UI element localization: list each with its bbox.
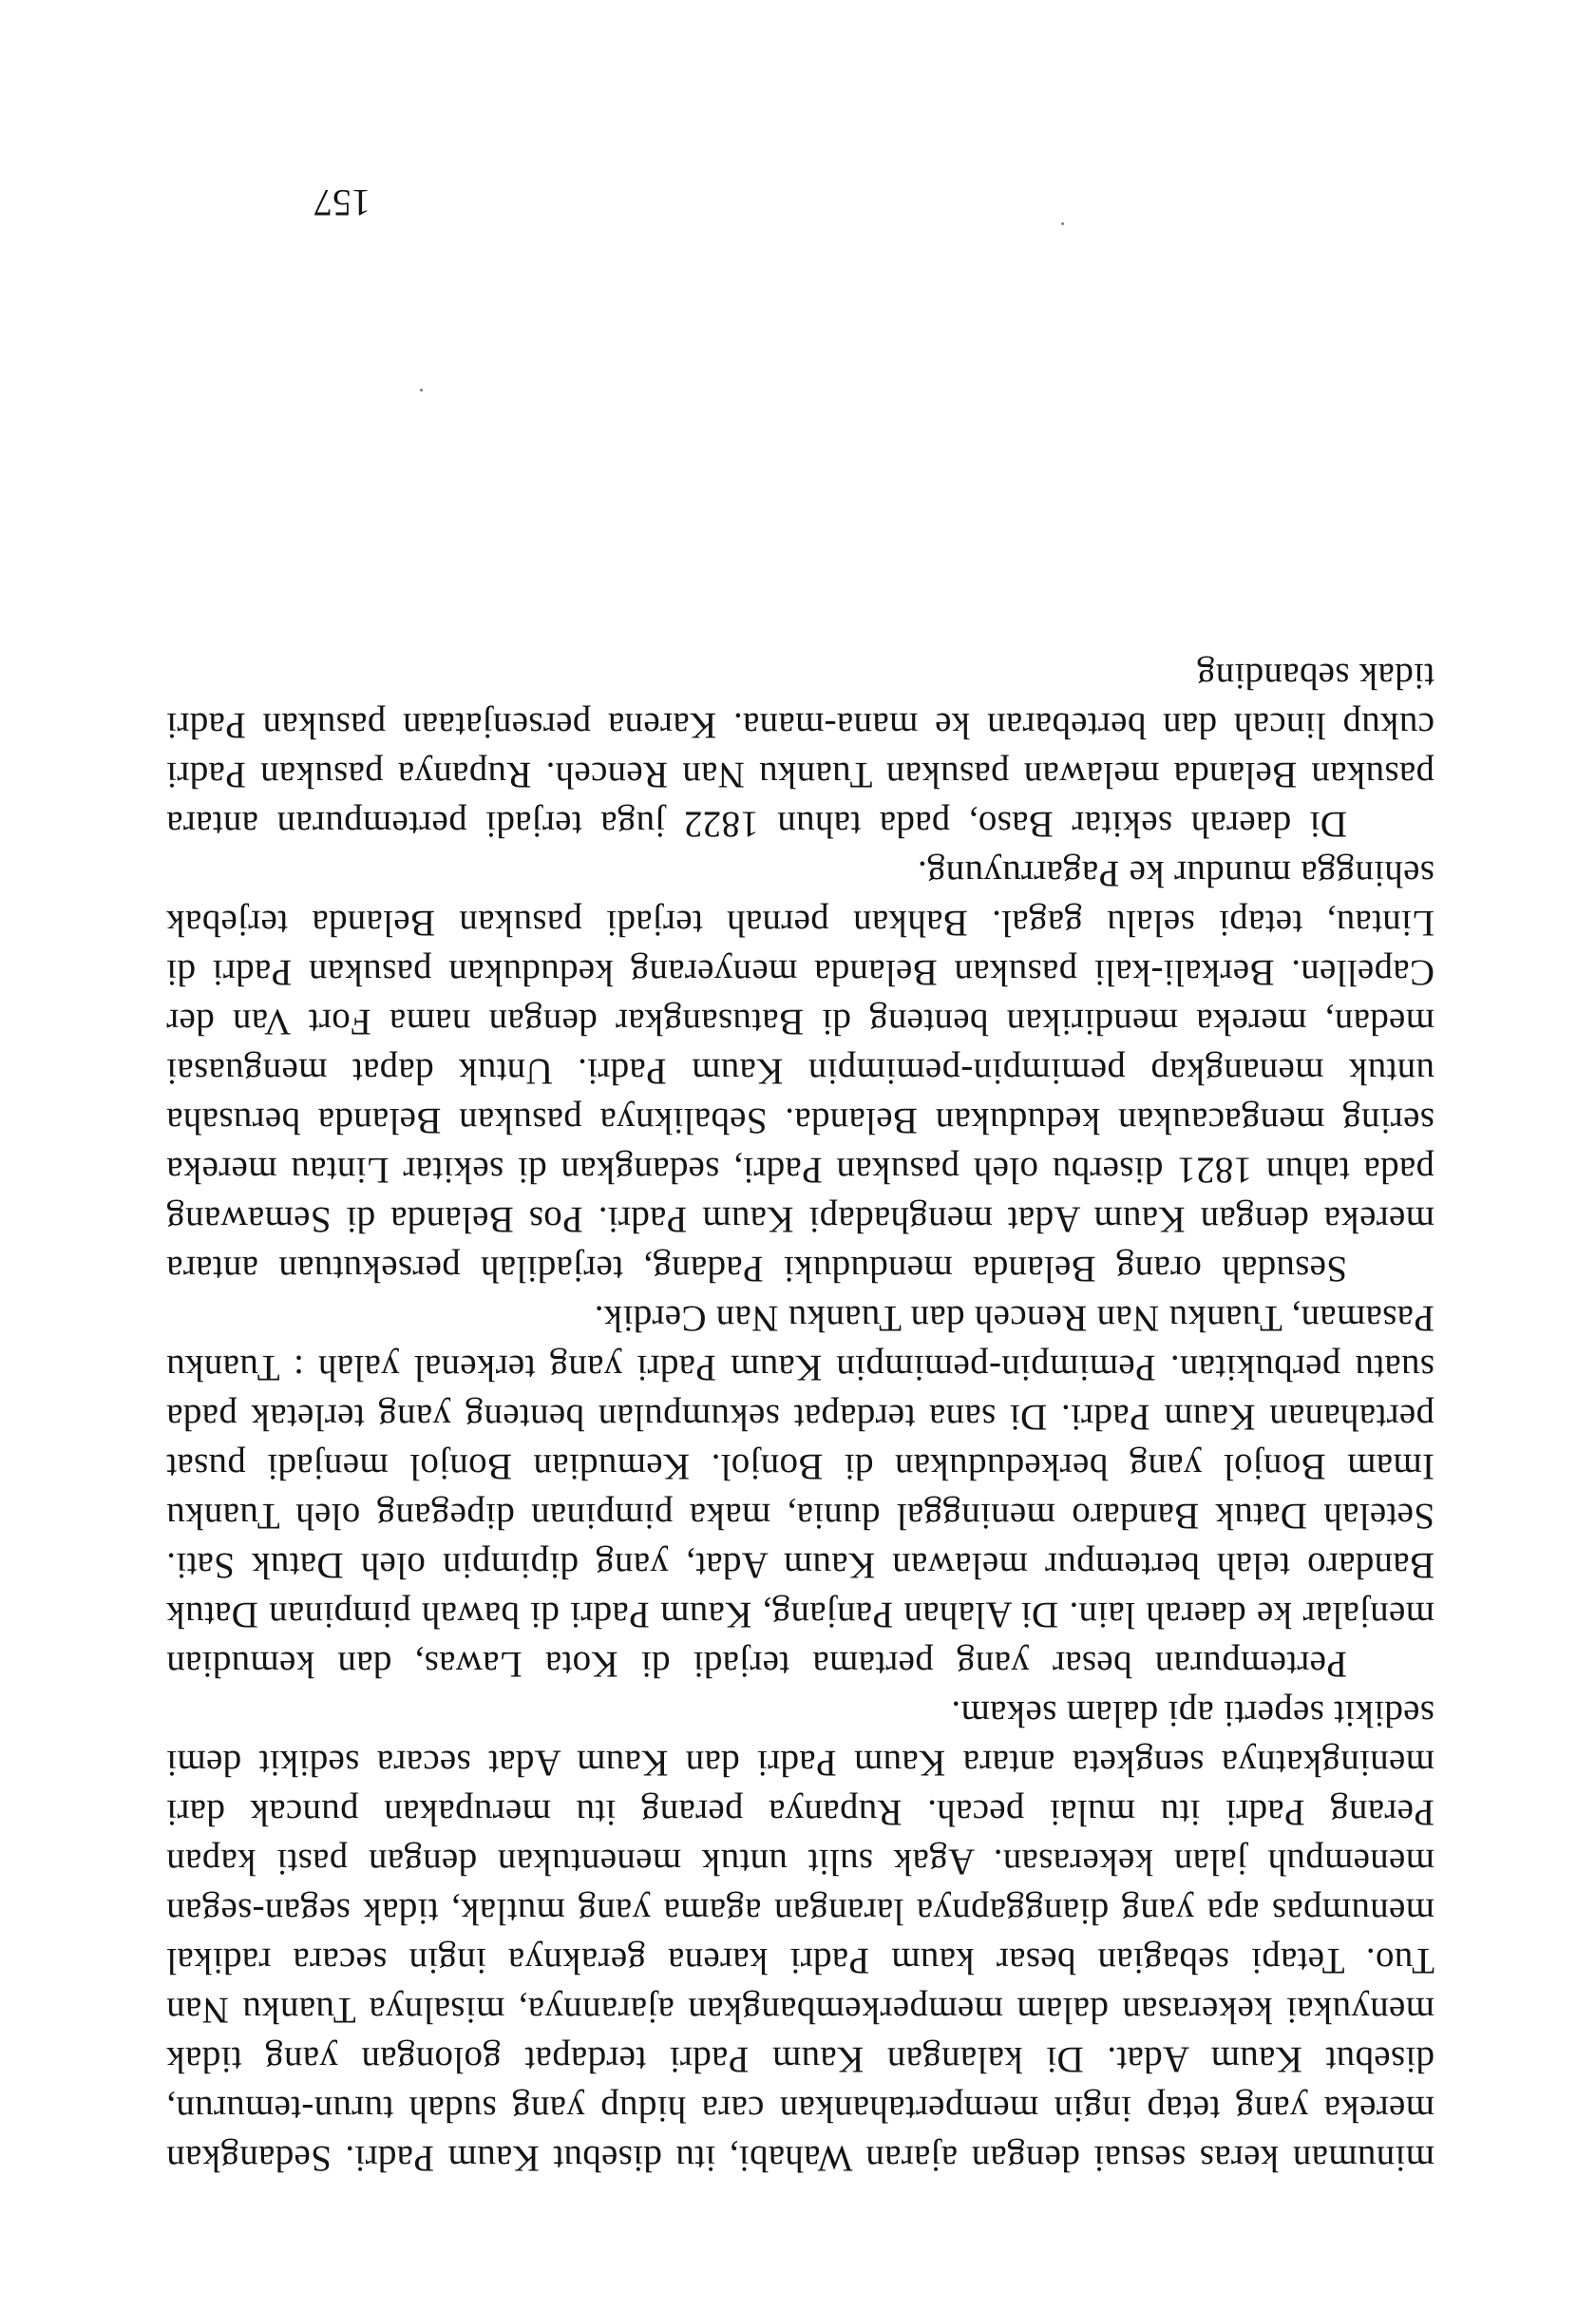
page-number: 157 xyxy=(314,181,370,224)
body-text xyxy=(166,651,1434,2183)
paragraph-4: Di daerah sekitar Baso, pada tahun 1822 juga terjadi pertempuran antara pasukan Belanda melawan pasukan Tuanku Nan Renceh. Rupanya pasukan Padri cukup lincah dan bertebaran ke mana-mana. Karena persenjataan pasukan Padri tidak sebanding xyxy=(166,656,1434,845)
paragraph-1: minuman keras sesuai dengan ajaran Wahabi, itu disebut Kaum Padri. Sedangkan mereka yang tetap ingin mempertahankan cara hidup yang sudah turun-temurun, disebut Kaum Adat. Di kalangan Kaum Padri terdapat golongan yang tidak menyukai kekerasan dalam memperkembangkan ajarannya, misalnya Tuanku Nan Tuo. Tetapi sebagian besar kaum Padri karena geraknya ingin secara radikal menumpas apa yang dianggapnya larangan agama yang mutlak, tidak segan-segan menempuh jalan kekerasan. Agak sulit untuk menentukan dengan pasti kapan Perang Padri itu mulai pecah. Rupanya perang itu merupakan puncak dari meningkatnya sengketa antara Kaum Padri dan Kaum Adat secara sedikit demi sedikit seperti api dalam sekam. xyxy=(166,1693,1434,2179)
scan-speck xyxy=(1061,222,1064,225)
paragraph-3: Sesudah orang Belanda menduduki Padang, terjadilah persekutuan antara mereka dengan Kaum Adat menghadapi Kaum Padri. Pos Belanda di Semawang pada tahun 1821 diserbu oleh pasukan Padri, sedangkan di sekitar Lintau mereka sering mengacaukan kedudukan Belanda. Sebaliknya pasukan Belanda berusaha untuk menangkap pemimpin-pemimpin Kaum Padri. Untuk dapat menguasai medan, mereka mendirikan benteng di Batusangkar dengan nama Fort Van der Capellen. Berkali-kali pasukan Belanda menyerang kedudukan pasukan Padri di Lintau, tetapi selalu gagal. Bahkan pernah terjadi pasukan Belanda terjebak sehingga mundur ke Pagarruyung. xyxy=(166,853,1434,1289)
scan-speck xyxy=(420,389,423,392)
paragraph-2: Pertempuran besar yang pertama terjadi di Kota Lawas, dan kemudian menjalar ke daerah lain. Di Alahan Panjang, Kaum Padri di bawah pimpinan Datuk Bandaro telah bertempur melawan Kaum Adat, yang dipimpin oleh Datuk Sati. Setelah Datuk Bandaro meninggal dunia, maka pimpinan dipegang oleh Tuanku Imam Bonjol yang berkedudukan di Bonjol. Kemudian Bonjol menjadi pusat pertahanan Kaum Padri. Di sana terdapat sekumpulan benteng yang terletak pada suatu perbukitan. Pemimpin-pemimpin Kaum Padri yang terkenal yalah : Tuanku Pasaman, Tuanku Nan Renceh dan Tuanku Nan Cerdik. xyxy=(166,1298,1434,1685)
